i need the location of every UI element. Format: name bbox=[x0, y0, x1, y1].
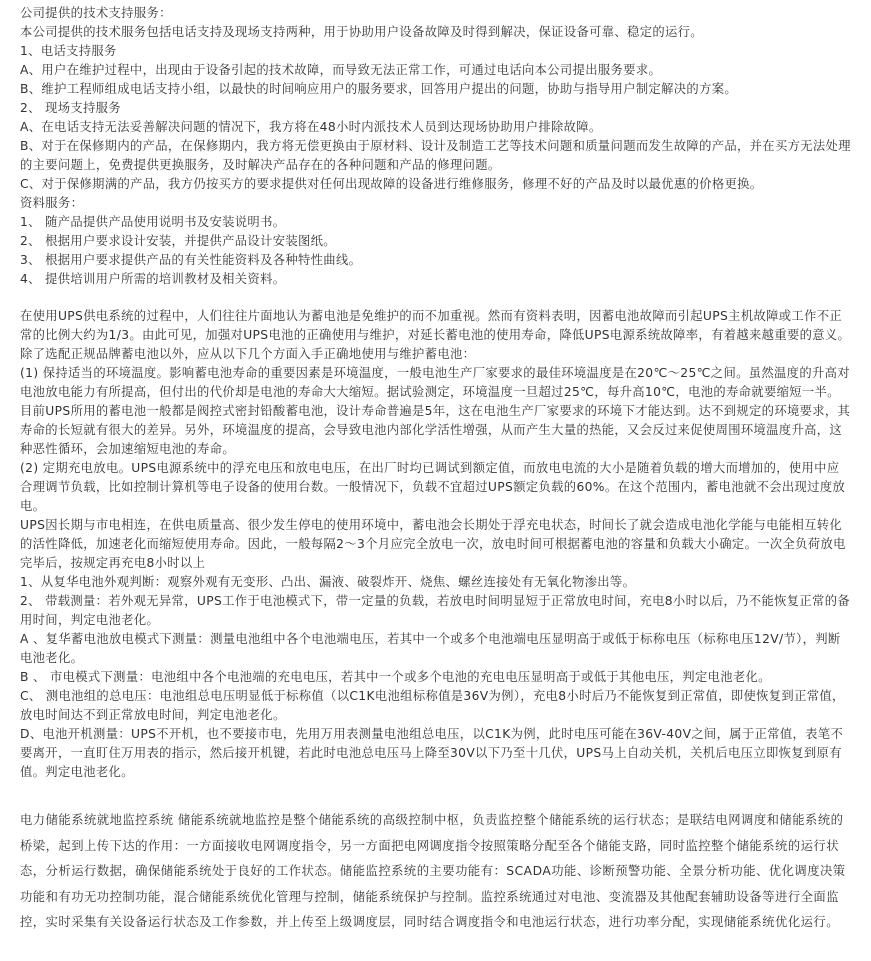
list-item: 1、从复华电池外观判断：观察外观有无变形、凸出、漏液、破裂炸开、烧焦、螺丝连接处有无氧化物渗出等。 bbox=[20, 575, 636, 589]
list-item: D、电池开机测量：UPS不开机，也不要接市电，先用万用表测量电池组总电压，以C1K为例，此时电压可能在36V-40V之间，属于正常值，表笔不要离开，一直盯住万用表的指示，然后接开机键，若此时电池总电压马上降至30V以下乃至十几伏，UPS马上自动关机，关机后电压立即恢复到原有值。判定电池老化。 bbox=[20, 727, 844, 779]
ups-battery-section bbox=[20, 307, 852, 782]
paragraph: (2) 定期充电放电。UPS电源系统中的浮充电压和放电电压，在出厂时均已调试到额定值，而放电电流的大小是随着负载的增大而增加的，使用中应合理调节负载，比如控制计算机等电子设备的使用台数。一般情况下，负载不宜超过UPS额定负载的60%。在这个范围内，蓄电池就不会出现过度放电。 bbox=[20, 461, 846, 513]
energy-storage-section bbox=[20, 808, 852, 936]
paragraph: 在使用UPS供电系统的过程中，人们往往片面地认为蓄电池是免维护的而不加重视。然而有资料表明，因蓄电池故障而引起UPS主机故障或工作不正常的比例大约为1/3。由此可见，加强对UPS电池的正确使用与维护，对延长蓄电池的使用寿命，降低UPS电源系统故障率，有着越来越重要的意义。除了选配正规品牌蓄电池以外，应从以下几个方面入手正确地使用与维护蓄电池： bbox=[20, 309, 851, 361]
list-item: A、用户在维护过程中，出现由于设备引起的技术故障，而导致无法正常工作，可通过电话向本公司提出服务要求。 bbox=[20, 63, 662, 77]
list-item: 1、电话支持服务 bbox=[20, 44, 117, 58]
list-item: 1、 随产品提供产品使用说明书及安装说明书。 bbox=[20, 215, 286, 229]
list-item: 2、 根据用户要求设计安装，并提供产品设计安装图纸。 bbox=[20, 234, 336, 248]
list-item: B 、 市电模式下测量：电池组中各个电池端的充电电压，若其中一个或多个电池的充电电压显明高于或低于其他电压，判定电池老化。 bbox=[20, 670, 771, 684]
list-item: C、对于保修期满的产品，我方仍按买方的要求提供对任何出现故障的设备进行维修服务，修理不好的产品及时以最优惠的价格更换。 bbox=[20, 177, 763, 191]
section-heading: 资料服务： bbox=[20, 196, 84, 210]
section-heading: 公司提供的技术支持服务： bbox=[20, 6, 172, 20]
list-item: 4、 提供培训用户所需的培训教材及相关资料。 bbox=[20, 272, 286, 286]
paragraph: 本公司提供的技术服务包括电话支持及现场支持两种，用于协助用户设备故障及时得到解决，保证设备可靠、稳定的运行。 bbox=[20, 25, 703, 39]
tech-support-section bbox=[20, 4, 852, 289]
paragraph: (1) 保持适当的环境温度。影响蓄电池寿命的重要因素是环境温度，一般电池生产厂家要求的最佳环境温度是在20℃～25℃之间。虽然温度的升高对电池放电能力有所提高，但付出的代价却是电池的寿命大大缩短。据试验测定，环境温度一旦超过25℃，每升高10℃，电池的寿命就要缩短一半。目前UPS所用的蓄电池一般都是阀控式密封铅酸蓄电池，设计寿命普遍是5年，这在电池生产厂家要求的环境下才能达到。达不到规定的环境要求，其寿命的长短就有很大的差异。另外，环境温度的提高，会导致电池内部化学活性增强，从而产生大量的热能，又会反过来促使周围环境温度升高，这种恶性循环，会加速缩短电池的寿命。 bbox=[20, 366, 851, 456]
list-item: B、对于在保修期内的产品，在保修期内，我方将无偿更换由于原材料、设计及制造工艺等技术问题和质量问题而发生故障的产品，并在买方无法处理的主要问题上，免费提供更换服务，及时解决产品存在的各种问题和产品的修理问题。 bbox=[20, 139, 851, 172]
list-item: 2、 带载测量：若外观无异常，UPS工作于电池模式下，带一定量的负载，若放电时间明显短于正常放电时间，充电8小时以后，乃不能恢复正常的备用时间，判定电池老化。 bbox=[20, 594, 850, 627]
paragraph: UPS因长期与市电相连，在供电质量高、很少发生停电的使用环境中，蓄电池会长期处于浮充电状态，时间长了就会造成电池化学能与电能相互转化的活性降低，加速老化而缩短使用寿命。因此，一般每隔2～3个月应完全放电一次，放电时间可根据蓄电池的容量和负载大小确定。一次全负荷放电完毕后，按规定再充电8小时以上 bbox=[20, 518, 846, 570]
list-item: C、 测电池组的总电压：电池组总电压明显低于标称值（以C1K电池组标称值是36V为例），充电8小时后乃不能恢复到正常值，即使恢复到正常值，放电时间达不到正常放电时间，判定电池老化。 bbox=[20, 689, 845, 722]
list-item: 2、 现场支持服务 bbox=[20, 101, 121, 115]
list-item: A、在电话支持无法妥善解决问题的情况下，我方将在48小时内派技术人员到达现场协助用户排除故障。 bbox=[20, 120, 602, 134]
paragraph: 电力储能系统就地监控系统 储能系统就地监控是整个储能系统的高级控制中枢，负责监控整个储能系统的运行状态；是联结电网调度和储能系统的桥梁，起到上传下达的作用：一方面接收电网调度指令，另一方面把电网调度指令按照策略分配至各个储能支路，同时监控整个储能系统的运行状态，分析运行数据，确保储能系统处于良好的工作状态。储能监控系统的主要功能有：SCADA功能、诊断预警功能、全景分析功能、优化调度决策功能和有功无功控制功能，混合储能系统优化管理与控制，储能系统保护与控制。监控系统通过对电池、变流器及其他配套辅助设备等进行全面监控，实时采集有关设备运行状态及工作参数，并上传至上级调度层，同时结合调度指令和电池运行状态，进行功率分配，实现储能系统优化运行。 bbox=[20, 813, 846, 929]
list-item: A 、复华蓄电池放电模式下测量：测量电池组中各个电池端电压，若其中一个或多个电池端电压显明高于或低于标称电压（标称电压12V/节），判断电池老化。 bbox=[20, 632, 841, 665]
list-item: 3、 根据用户要求提供产品的有关性能资料及各种特性曲线。 bbox=[20, 253, 362, 267]
list-item: B、维护工程师组成电话支持小组，以最快的时间响应用户的服务要求，回答用户提出的问题，协助与指导用户制定解决的方案。 bbox=[20, 82, 738, 96]
